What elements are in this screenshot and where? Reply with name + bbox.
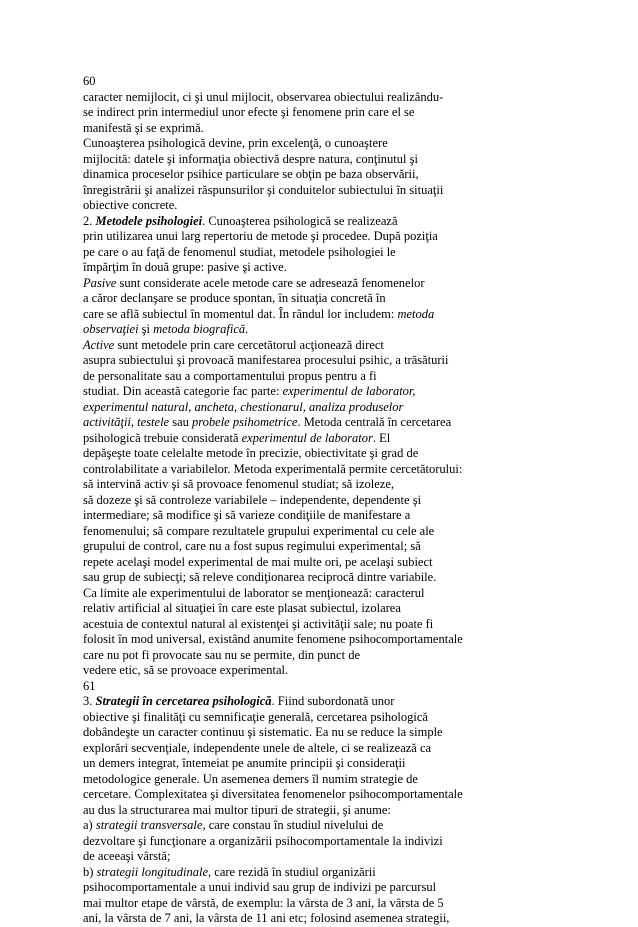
italic-term: probele psihometrice: [192, 415, 298, 429]
italic-term: strategii transversale: [95, 818, 203, 832]
text-line: se indirect prin intermediul unor efecte şi fenomene prin care el se: [83, 105, 415, 119]
text-run: , care constau în studiul nivelului de: [202, 818, 384, 832]
text-line: a căror declanşare se produce spontan, în situaţia concretă în: [83, 291, 386, 305]
text-line: grupului de control, care nu a fost supus regimului experimental; să: [83, 539, 421, 553]
italic-term: Pasive: [83, 275, 117, 290]
text-line: mai multor etape de vârstă, de exemplu: la vârsta de 3 ani, la vârsta de 5: [83, 895, 444, 910]
list-item-line: [83, 818, 623, 834]
section-heading-line: [83, 694, 623, 710]
text-run: psihologică trebuie considerată: [83, 430, 242, 445]
document-page: [83, 74, 623, 927]
text-line: au dus la structurarea mai multor tipuri de strategii, şi anume:: [83, 802, 391, 817]
text-line: [83, 431, 623, 447]
text-line: să intervină activ şi să provoace fenomenul studiat; să izoleze,: [83, 477, 394, 491]
section-number: 3.: [83, 694, 96, 708]
text-line: asupra subiectului şi provoacă manifestarea procesului psihic, a trăsăturii: [83, 353, 449, 367]
text-line: psihocomportamentale a unui individ sau grup de indivizi pe parcursul: [83, 880, 437, 894]
italic-term: experimentul de laborator: [241, 430, 373, 445]
text-line: dinamica proceselor psihice particulare se obţin pe baza observării,: [83, 167, 419, 181]
text-run: şi: [138, 322, 154, 336]
list-marker: b): [83, 864, 97, 879]
text-line: sau grup de subiecţi; să releve condiţionarea reciprocă dintre variabile.: [83, 570, 437, 584]
text-line: [83, 338, 623, 354]
text-run: care se află subiectul în momentul dat. În rândul lor includem:: [83, 306, 398, 321]
text-run: studiat. Din această categorie fac parte:: [83, 384, 283, 398]
text-line: Ca limite ale experimentului de laborator se menţionează: caracterul: [83, 585, 425, 600]
text-line: caracter nemijlocit, ci şi unul mijlocit, observarea obiectului realizându-: [83, 89, 444, 104]
text-line: [83, 276, 623, 292]
text-line: un demers integrat, întemeiat pe anumite principii şi consideraţii: [83, 756, 406, 770]
text-line: intermediare; să modifice şi să varieze condiţiile de manifestare a: [83, 508, 411, 522]
text-line: explorări secvenţiale, independente unele de altele, ci se realizează ca: [83, 740, 432, 755]
text-run: sunt metodele prin care cercetătorul acţionează direct: [114, 337, 384, 352]
section-heading-line: [83, 214, 623, 230]
text-line: cercetare. Complexitatea şi diversitatea fenomenelor psihocomportamentale: [83, 787, 463, 801]
text-line: pe care o au faţă de fenomenul studiat, metodele psihologiei le: [83, 244, 396, 259]
text-line: experimentul natural, ancheta, chestionarul, analiza produselor: [83, 399, 404, 414]
section-title: Strategii în cercetarea psihologică: [95, 694, 272, 708]
text-line: relativ artificial al situaţiei în care este plasat subiectul, izolarea: [83, 601, 401, 615]
text-line: fenomenului; să compare rezultatele grupului experimental cu cele ale: [83, 523, 435, 538]
list-item-line: [83, 865, 623, 881]
text-line: înregistrării şi analizei răspunsurilor şi conduitelor subiectului în situaţii: [83, 182, 444, 197]
list-marker: a): [83, 818, 96, 832]
text-line: acestuia de contextul natural al existenţei şi activităţii sale; nu poate fi: [83, 616, 434, 631]
text-line: mijlocită: datele şi informaţia obiectivă despre natura, conţinutul şi: [83, 151, 418, 166]
text-line: de personalitate sau a comportamentului propus pentru a fi: [83, 368, 377, 383]
text-run: . El: [372, 430, 391, 445]
section-number: 2.: [83, 213, 96, 228]
text-run: .: [245, 322, 249, 336]
page-number: 61: [83, 678, 96, 693]
text-run: . Metoda centrală în cercetarea: [297, 415, 452, 429]
text-run: sunt considerate acele metode care se adresează fenomenelor: [116, 275, 425, 290]
text-line: obiective şi finalităţi cu semnificaţie generală, cercetarea psihologică: [83, 709, 428, 724]
italic-term: activităţii, testele: [83, 415, 170, 429]
italic-term: strategii longitudinale: [96, 864, 209, 879]
text-line: ani, la vârsta de 7 ani, la vârsta de 11 ani etc; folosind asemenea strategii,: [83, 911, 450, 925]
text-line: obiective concrete.: [83, 198, 178, 212]
text-line: metodologice generale. Un asemenea demers îl numim strategie de: [83, 771, 418, 786]
text-line: dezvoltare şi funcţionare a organizării psihocomportamentale la indivizi: [83, 833, 443, 848]
text-line: depăşeşte toate celelalte metode în precizie, obiectivitate şi grad de: [83, 446, 419, 460]
page-number: 60: [83, 74, 96, 88]
text-run: sau: [169, 415, 193, 429]
text-run: . Fiind subordonată unor: [271, 694, 395, 708]
italic-term: metoda: [397, 306, 435, 321]
text-line: Cunoaşterea psihologică devine, prin excelenţă, o cunoaştere: [83, 136, 388, 150]
text-line: vedere etic, să se provoace experimental.: [83, 663, 289, 677]
text-run: , care rezidă în studiul organizării: [208, 864, 376, 879]
text-run: . Cunoaşterea psihologică se realizează: [202, 213, 398, 228]
text-line: controlabilitate a variabilelor. Metoda experimentală permite cercetătorului:: [83, 461, 463, 476]
section-title: Metodele psihologiei: [95, 213, 203, 228]
text-line: repete acelaşi model experimental de mai multe ori, pe acelaşi subiect: [83, 554, 433, 569]
text-line: împărţim în două grupe: pasive şi active.: [83, 260, 287, 274]
text-line: [83, 415, 623, 431]
italic-term: experimentul de laborator,: [282, 384, 416, 398]
text-line: [83, 322, 623, 338]
text-line: dobândeşte un caracter continuu şi sistematic. Ea nu se reduce la simple: [83, 725, 443, 739]
text-line: manifestă şi se exprimă.: [83, 120, 204, 135]
text-line: [83, 307, 623, 323]
text-line: care nu pot fi provocate sau nu se permite, din punct de: [83, 647, 360, 662]
italic-term: Active: [83, 337, 115, 352]
text-line: [83, 384, 623, 400]
text-line: prin utilizarea unui larg repertoriu de metode şi procedee. După poziţia: [83, 229, 438, 243]
text-line: folosit în mod universal, existând anumite fenomene psihocomportamentale: [83, 632, 463, 646]
text-line: să dozeze şi să controleze variabilele – independente, dependente şi: [83, 492, 422, 507]
italic-term: observaţiei: [83, 322, 139, 336]
italic-term: metoda biografică: [153, 322, 246, 336]
text-line: de aceeaşi vârstă;: [83, 849, 171, 863]
